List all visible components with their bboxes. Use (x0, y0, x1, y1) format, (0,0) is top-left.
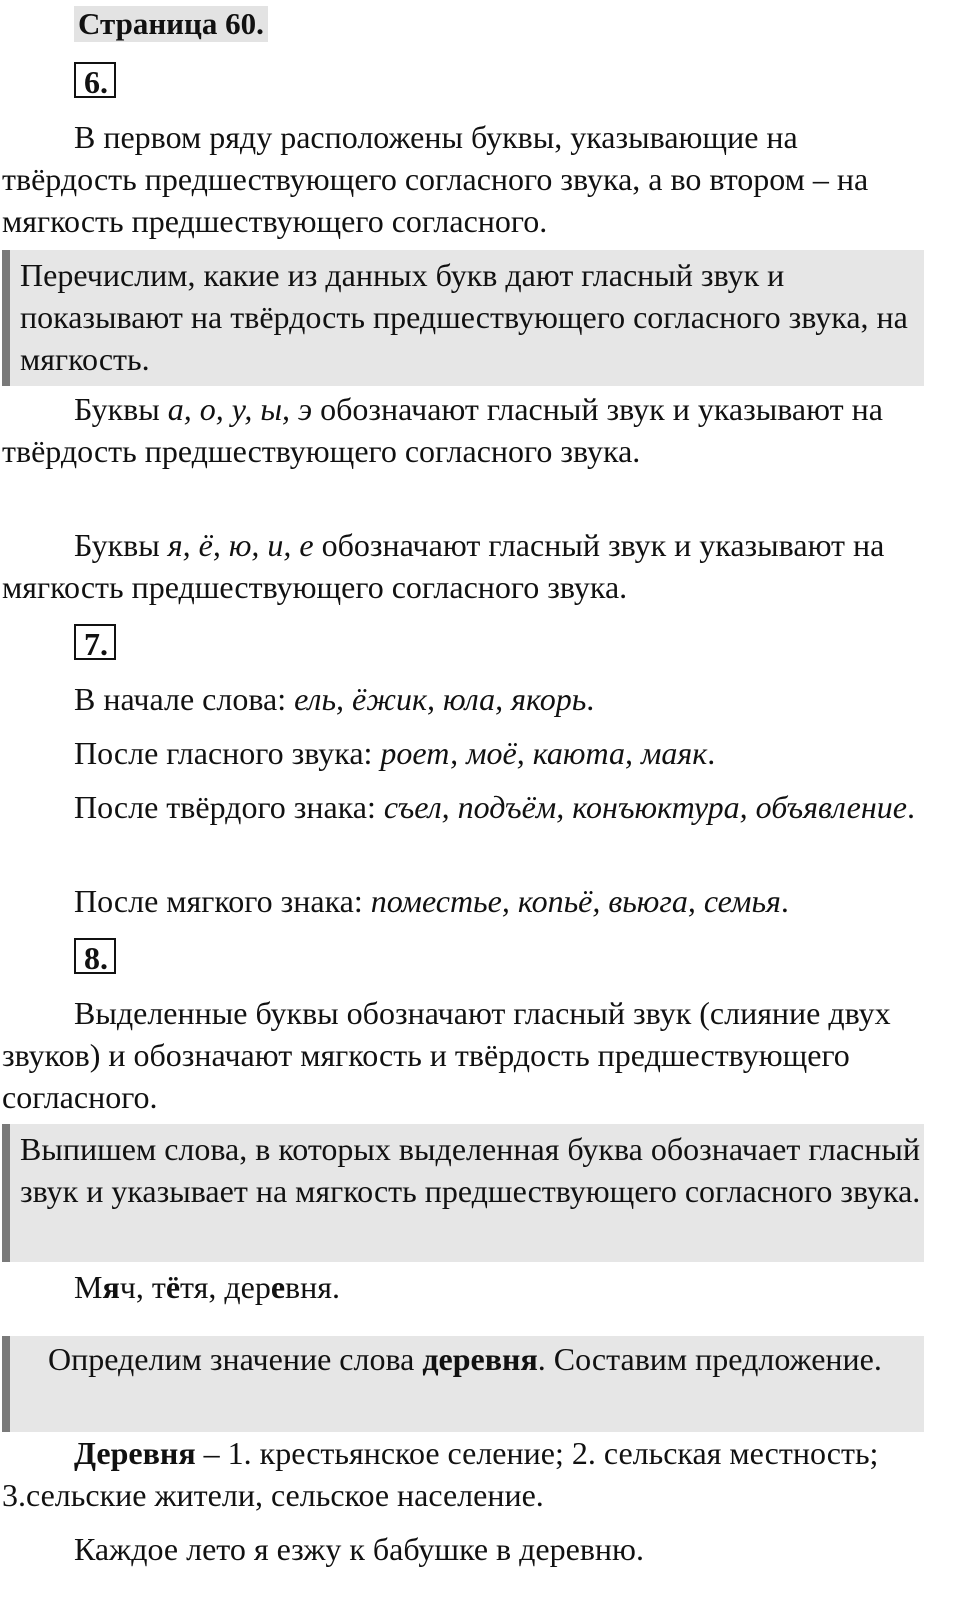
key-word: деревня (422, 1341, 538, 1377)
paragraph-7-line-4 (2, 880, 937, 922)
text-fragment: . (906, 789, 915, 825)
highlighted-letter: ё (165, 1269, 181, 1305)
text-fragment: . (586, 681, 595, 717)
task-number-7: 7. (74, 624, 116, 660)
page-title: Страница 60. (74, 6, 268, 42)
text-fragment: . (780, 883, 789, 919)
text-fragment: вня. (285, 1269, 340, 1305)
note-text-9 (48, 1338, 924, 1380)
text-fragment: Определим значение слова (48, 1341, 423, 1377)
vowel-letters-soft: я, ё, ю, и, е (167, 527, 314, 563)
example-words: роет, моё, каюта, маяк (380, 735, 708, 771)
text-fragment: тя, дер (180, 1269, 271, 1305)
example-words: поместье, копьё, вьюга, семья (370, 883, 781, 919)
line-label: После твёрдого знака: (74, 789, 384, 825)
text-fragment: ч, т (119, 1269, 166, 1305)
paragraph-soft-vowels (2, 524, 937, 608)
note-block-6 (2, 250, 924, 386)
text-fragment: обозначают гласный звук и указывают на мягкость предшествующего согласного звука. (2, 527, 885, 605)
text-fragment: . Составим предложение. (537, 1341, 882, 1377)
note-text-6: Перечислим, какие из данных букв дают гласный звук и показывают на твёрдость предшествующего согласного звука, на мягкость. (20, 257, 908, 377)
paragraph-7-line-2 (2, 732, 937, 774)
paragraph-7-line-3 (2, 786, 937, 828)
task-number-8: 8. (74, 938, 116, 974)
highlighted-letter: я (102, 1269, 120, 1305)
vowel-letters-hard: а, о, у, ы, э (167, 391, 313, 427)
paragraph-hard-vowels (2, 388, 937, 472)
definition-term: Деревня (74, 1435, 196, 1471)
task-number-6: 6. (74, 62, 116, 98)
paragraph-6-intro: В первом ряду расположены буквы, указывающие на твёрдость предшествующего согласного звука, а во втором – на мягкость предшествующего согласного. (2, 119, 869, 239)
paragraph-sentence: Каждое лето я езжу к бабушке в деревню. (74, 1531, 644, 1567)
definition-text: – 1. крестьянское селение; 2. сельская местность; 3.сельские жители, сельское население. (2, 1435, 879, 1513)
note-block-9 (2, 1336, 924, 1432)
text-fragment: обозначают гласный звук и указывают на твёрдость предшествующего согласного звука. (2, 391, 883, 469)
paragraph-8-intro: Выделенные буквы обозначают гласный звук (слияние двух звуков) и обозначают мягкость и твёрдость предшествующего согласного. (2, 995, 891, 1115)
example-words: съел, подъём, конъюктура, объявление (383, 789, 907, 825)
note-text-8: Выпишем слова, в которых выделенная буква обозначает гласный звук и указывает на мягкость предшествующего согласного звука. (20, 1131, 921, 1209)
example-words: ель, ёжик, юла, якорь (294, 681, 587, 717)
note-block-8 (2, 1124, 924, 1262)
text-fragment: Буквы (74, 391, 168, 427)
line-label: В начале слова: (74, 681, 295, 717)
paragraph-7-line-1 (2, 678, 937, 720)
highlighted-letter: е (270, 1269, 286, 1305)
paragraph-definition (2, 1432, 937, 1516)
paragraph-8-words (2, 1266, 937, 1308)
line-label: После гласного звука: (74, 735, 381, 771)
text-fragment: М (74, 1269, 103, 1305)
text-fragment: . (707, 735, 716, 771)
line-label: После мягкого знака: (74, 883, 371, 919)
text-fragment: Буквы (74, 527, 168, 563)
